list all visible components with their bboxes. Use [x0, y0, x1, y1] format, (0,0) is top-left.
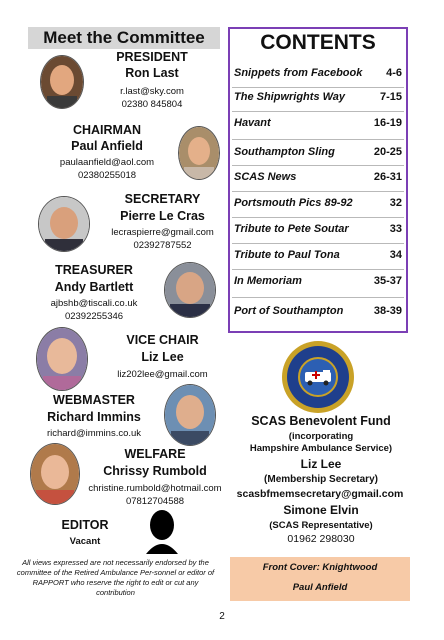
- editor-silhouette-icon: [143, 508, 181, 554]
- toc-pages: 20-25: [373, 146, 402, 158]
- welfare-photo: [30, 443, 80, 505]
- secretary-role: SECRETARY: [124, 192, 201, 206]
- vice-chair-role: VICE CHAIR: [126, 333, 199, 347]
- toc-pages: 4-6: [386, 67, 402, 79]
- fund-contact-name-2: Simone Elvin: [283, 503, 359, 517]
- toc-pages: 7-15: [379, 91, 402, 103]
- president-phone: 02380 845804: [121, 99, 183, 110]
- president-photo: [40, 55, 84, 109]
- vice-chair-photo: [36, 327, 88, 391]
- toc-item[interactable]: [234, 117, 404, 137]
- fund-contact-role-2: (SCAS Representative): [269, 520, 373, 531]
- toc-divider: [232, 297, 404, 298]
- toc-title: Tribute to Pete Soutar: [234, 223, 349, 235]
- chairman-photo: [178, 126, 220, 180]
- editor-name: Vacant: [69, 536, 101, 547]
- secretary-photo: [38, 196, 90, 252]
- fund-email[interactable]: scasbfmemsecretary@gmail.com: [236, 488, 404, 500]
- treasurer-role: TREASURER: [55, 263, 133, 277]
- fund-contact-name-1: Liz Lee: [300, 457, 342, 471]
- editor-role: EDITOR: [61, 518, 109, 532]
- person-portrait-icon: [37, 328, 87, 390]
- toc-item[interactable]: [234, 249, 404, 269]
- president-role: PRESIDENT: [116, 50, 188, 64]
- toc-pages: 38-39: [373, 305, 402, 317]
- toc-title: In Memoriam: [234, 275, 302, 287]
- toc-title: Portsmouth Pics 89-92: [234, 197, 353, 209]
- secretary-email[interactable]: lecraspierre@gmail.com: [111, 227, 214, 238]
- fund-contact-role-1: (Membership Secretary): [264, 474, 378, 485]
- front-cover-photographer: Paul Anfield: [292, 582, 348, 593]
- toc-item[interactable]: [234, 67, 404, 87]
- person-portrait-icon: [31, 444, 79, 504]
- webmaster-name: Richard Immins: [47, 410, 141, 424]
- toc-item[interactable]: [234, 197, 404, 217]
- treasurer-phone: 02392255346: [64, 311, 124, 322]
- person-portrait-icon: [165, 385, 215, 445]
- contents-box: [228, 27, 408, 333]
- toc-item[interactable]: [234, 223, 404, 243]
- toc-item[interactable]: [234, 275, 404, 295]
- retired-ambulance-badge-logo: [281, 340, 355, 414]
- treasurer-photo: [164, 262, 216, 318]
- toc-item[interactable]: [234, 305, 404, 325]
- toc-pages: 35-37: [373, 275, 402, 287]
- page-number: 2: [219, 611, 225, 622]
- fund-title: SCAS Benevolent Fund: [251, 414, 391, 428]
- person-portrait-icon: [41, 56, 83, 108]
- front-cover-line: Front Cover: Knightwood: [262, 562, 378, 573]
- webmaster-role: WEBMASTER: [53, 393, 135, 407]
- vice-chair-email[interactable]: liz202lee@gmail.com: [117, 369, 208, 380]
- front-cover-credit: [230, 557, 410, 601]
- toc-pages: 16-19: [373, 117, 402, 129]
- toc-pages: 26-31: [373, 171, 402, 183]
- secretary-phone: 02392787552: [133, 240, 192, 251]
- toc-divider: [232, 217, 404, 218]
- welfare-role: WELFARE: [124, 447, 186, 461]
- toc-divider: [232, 191, 404, 192]
- person-portrait-icon: [39, 197, 89, 251]
- president-name: Ron Last: [125, 66, 179, 80]
- toc-pages: 33: [389, 223, 402, 235]
- treasurer-email[interactable]: ajbshb@tiscali.co.uk: [50, 298, 138, 309]
- fund-phone: 01962 298030: [287, 533, 355, 545]
- toc-divider: [232, 111, 404, 112]
- welfare-email[interactable]: christine.rumbold@hotmail.com: [88, 483, 222, 494]
- webmaster-photo: [164, 384, 216, 446]
- person-portrait-icon: [165, 263, 215, 317]
- toc-divider: [232, 165, 404, 166]
- toc-title: Port of Southampton: [234, 305, 344, 317]
- committee-heading: Meet the Committee: [28, 27, 220, 49]
- chairman-email[interactable]: paulaanfield@aol.com: [59, 157, 155, 168]
- fund-incorporating-org: Hampshire Ambulance Service): [249, 443, 393, 454]
- toc-pages: 34: [389, 249, 402, 261]
- disclaimer-text: All views expressed are not necessarily endorsed by the committee of the Retired Ambulance Per-sonnel or editor of RAPPORT who reserve the right to edit or cut any contribution: [16, 558, 215, 597]
- toc-divider: [232, 269, 404, 270]
- welfare-name: Chrissy Rumbold: [103, 464, 207, 478]
- toc-pages: 32: [389, 197, 402, 209]
- person-portrait-icon: [179, 127, 219, 179]
- toc-title: The Shipwrights Way: [234, 91, 346, 103]
- toc-title: Southampton Sling: [234, 146, 335, 158]
- toc-item[interactable]: [234, 171, 404, 191]
- toc-title: Snippets from Facebook: [234, 67, 363, 79]
- toc-item[interactable]: [234, 146, 404, 166]
- toc-divider: [232, 87, 404, 88]
- webmaster-email[interactable]: richard@immins.co.uk: [46, 428, 142, 439]
- treasurer-name: Andy Bartlett: [54, 280, 134, 294]
- chairman-phone: 02380255018: [77, 170, 137, 181]
- toc-divider: [232, 243, 404, 244]
- fund-incorporating: (incorporating: [288, 431, 354, 442]
- toc-item[interactable]: [234, 91, 404, 111]
- chairman-name: Paul Anfield: [71, 139, 143, 153]
- president-email[interactable]: r.last@sky.com: [120, 86, 184, 97]
- toc-divider: [232, 139, 404, 140]
- contents-title: CONTENTS: [260, 31, 376, 54]
- toc-title: Tribute to Paul Tona: [234, 249, 340, 261]
- welfare-phone: 07812704588: [125, 496, 185, 507]
- vice-chair-name: Liz Lee: [141, 350, 184, 364]
- chairman-role: CHAIRMAN: [72, 123, 142, 137]
- toc-title: Havant: [234, 117, 271, 129]
- secretary-name: Pierre Le Cras: [120, 209, 205, 223]
- toc-title: SCAS News: [234, 171, 297, 183]
